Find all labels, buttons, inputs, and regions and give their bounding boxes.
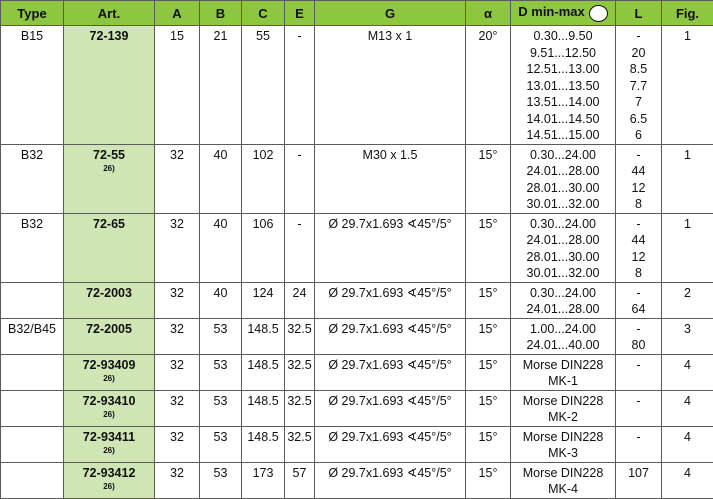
l-value: -	[617, 357, 660, 374]
l-value: 6.5	[617, 111, 660, 128]
diameter-circle-icon	[589, 5, 608, 22]
alpha-cell: 20°	[466, 26, 511, 145]
fig-cell: 4	[662, 462, 713, 498]
b-cell: 40	[200, 282, 242, 318]
table-row	[1, 318, 713, 354]
l-cell	[616, 390, 662, 426]
l-cell	[616, 26, 662, 145]
table-row	[1, 26, 713, 145]
alpha-cell: 15°	[466, 282, 511, 318]
b-cell: 53	[200, 462, 242, 498]
footnote-ref: 26)	[65, 373, 153, 385]
a-cell: 32	[155, 282, 200, 318]
d-range-value: MK-1	[512, 373, 614, 390]
c-cell: 124	[242, 282, 285, 318]
l-value: 80	[617, 337, 660, 354]
fig-cell: 4	[662, 390, 713, 426]
d-range-value: 24.01...40.00	[512, 337, 614, 354]
alpha-cell: 15°	[466, 426, 511, 462]
a-cell: 32	[155, 354, 200, 390]
type-cell	[1, 390, 64, 426]
d-range-value: Morse DIN228	[512, 465, 614, 482]
col-header-type: Type	[1, 1, 64, 26]
l-value: 7	[617, 94, 660, 111]
col-header-alpha: α	[466, 1, 511, 26]
g-cell: Ø 29.7x1.693 ∢45°/5°	[315, 213, 466, 282]
l-value: -	[617, 321, 660, 338]
d-range-value: 24.01...28.00	[512, 301, 614, 318]
d-range-cell	[511, 144, 616, 213]
l-cell	[616, 318, 662, 354]
l-value: 12	[617, 180, 660, 197]
d-range-value: Morse DIN228	[512, 357, 614, 374]
a-cell: 32	[155, 213, 200, 282]
article-number: 72-65	[93, 217, 125, 231]
e-cell: 57	[285, 462, 315, 498]
g-cell: Ø 29.7x1.693 ∢45°/5°	[315, 426, 466, 462]
article-cell	[64, 462, 155, 498]
table-row	[1, 144, 713, 213]
b-cell: 40	[200, 213, 242, 282]
l-value: 107	[617, 465, 660, 482]
d-range-value: 0.30...24.00	[512, 147, 614, 164]
d-range-cell	[511, 318, 616, 354]
table-row	[1, 213, 713, 282]
d-range-cell	[511, 390, 616, 426]
e-cell: -	[285, 144, 315, 213]
a-cell: 32	[155, 390, 200, 426]
col-header-l: L	[616, 1, 662, 26]
d-range-value: 13.01...13.50	[512, 78, 614, 95]
l-value: -	[617, 28, 660, 45]
d-range-cell	[511, 213, 616, 282]
l-value: -	[617, 285, 660, 302]
g-cell: M30 x 1.5	[315, 144, 466, 213]
header-row	[1, 1, 713, 26]
type-cell: B32	[1, 213, 64, 282]
article-cell	[64, 282, 155, 318]
fig-cell: 1	[662, 26, 713, 145]
l-value: -	[617, 393, 660, 410]
b-cell: 53	[200, 426, 242, 462]
d-range-value: Morse DIN228	[512, 393, 614, 410]
c-cell: 148.5	[242, 354, 285, 390]
footnote-ref: 26)	[65, 163, 153, 175]
article-cell	[64, 213, 155, 282]
l-cell	[616, 282, 662, 318]
d-range-value: 28.01...30.00	[512, 180, 614, 197]
g-cell: Ø 29.7x1.693 ∢45°/5°	[315, 354, 466, 390]
article-number: 72-55	[93, 148, 125, 162]
l-value: -	[617, 429, 660, 446]
e-cell: 32.5	[285, 318, 315, 354]
e-cell: 32.5	[285, 390, 315, 426]
c-cell: 148.5	[242, 426, 285, 462]
l-cell	[616, 354, 662, 390]
l-value: 44	[617, 232, 660, 249]
article-cell	[64, 390, 155, 426]
l-cell	[616, 426, 662, 462]
d-range-cell	[511, 282, 616, 318]
type-cell: B15	[1, 26, 64, 145]
article-cell	[64, 26, 155, 145]
e-cell: 32.5	[285, 354, 315, 390]
b-cell: 53	[200, 318, 242, 354]
g-cell: M13 x 1	[315, 26, 466, 145]
b-cell: 53	[200, 390, 242, 426]
d-range-cell	[511, 462, 616, 498]
a-cell: 15	[155, 26, 200, 145]
article-number: 72-139	[90, 29, 129, 43]
d-range-value: 24.01...28.00	[512, 232, 614, 249]
g-cell: Ø 29.7x1.693 ∢45°/5°	[315, 462, 466, 498]
g-cell: Ø 29.7x1.693 ∢45°/5°	[315, 390, 466, 426]
e-cell: -	[285, 26, 315, 145]
l-value: -	[617, 216, 660, 233]
d-range-cell	[511, 354, 616, 390]
d-range-value: 0.30...24.00	[512, 216, 614, 233]
fig-cell: 2	[662, 282, 713, 318]
article-cell	[64, 354, 155, 390]
alpha-cell: 15°	[466, 354, 511, 390]
footnote-ref: 26)	[65, 481, 153, 493]
e-cell: 32.5	[285, 426, 315, 462]
article-number: 72-93411	[83, 430, 135, 444]
alpha-cell: 15°	[466, 318, 511, 354]
c-cell: 173	[242, 462, 285, 498]
b-cell: 21	[200, 26, 242, 145]
d-min-max-label: D min-max	[518, 4, 584, 19]
col-header-a: A	[155, 1, 200, 26]
c-cell: 55	[242, 26, 285, 145]
article-number: 72-2003	[86, 286, 132, 300]
type-cell	[1, 354, 64, 390]
a-cell: 32	[155, 426, 200, 462]
g-cell: Ø 29.7x1.693 ∢45°/5°	[315, 282, 466, 318]
l-cell	[616, 144, 662, 213]
table-row	[1, 282, 713, 318]
d-range-value: 24.01...28.00	[512, 163, 614, 180]
article-number: 72-93409	[83, 358, 136, 372]
alpha-cell: 15°	[466, 144, 511, 213]
d-range-value: 0.30...24.00	[512, 285, 614, 302]
l-value: 7.7	[617, 78, 660, 95]
l-cell	[616, 462, 662, 498]
d-range-value: MK-4	[512, 481, 614, 498]
col-header-fig: Fig.	[662, 1, 713, 26]
fig-cell: 1	[662, 144, 713, 213]
d-range-value: MK-2	[512, 409, 614, 426]
d-range-value: 1.00...24.00	[512, 321, 614, 338]
l-value: 44	[617, 163, 660, 180]
l-value: 8	[617, 196, 660, 213]
l-cell	[616, 213, 662, 282]
l-value: 64	[617, 301, 660, 318]
d-range-value: 30.01...32.00	[512, 196, 614, 213]
footnote-ref: 26)	[65, 409, 153, 421]
type-cell: B32	[1, 144, 64, 213]
c-cell: 148.5	[242, 318, 285, 354]
col-header-art: Art.	[64, 1, 155, 26]
d-range-value: 14.01...14.50	[512, 111, 614, 128]
a-cell: 32	[155, 318, 200, 354]
l-value: 20	[617, 45, 660, 62]
col-header-c: C	[242, 1, 285, 26]
c-cell: 148.5	[242, 390, 285, 426]
d-range-value: MK-3	[512, 445, 614, 462]
e-cell: -	[285, 213, 315, 282]
d-range-value: Morse DIN228	[512, 429, 614, 446]
type-cell	[1, 462, 64, 498]
a-cell: 32	[155, 144, 200, 213]
c-cell: 102	[242, 144, 285, 213]
col-header-d-min-max	[511, 1, 616, 26]
alpha-cell: 15°	[466, 462, 511, 498]
article-number: 72-93412	[83, 466, 136, 480]
article-number: 72-93410	[83, 394, 136, 408]
b-cell: 53	[200, 354, 242, 390]
fig-cell: 1	[662, 213, 713, 282]
type-cell: B32/B45	[1, 318, 64, 354]
col-header-e: E	[285, 1, 315, 26]
table-row	[1, 462, 713, 498]
d-range-value: 28.01...30.00	[512, 249, 614, 266]
alpha-cell: 15°	[466, 390, 511, 426]
col-header-b: B	[200, 1, 242, 26]
c-cell: 106	[242, 213, 285, 282]
fig-cell: 4	[662, 426, 713, 462]
d-range-value: 13.51...14.00	[512, 94, 614, 111]
d-range-value: 14.51...15.00	[512, 127, 614, 144]
d-range-value: 9.51...12.50	[512, 45, 614, 62]
col-header-g: G	[315, 1, 466, 26]
a-cell: 32	[155, 462, 200, 498]
article-cell	[64, 144, 155, 213]
l-value: 8	[617, 265, 660, 282]
d-range-cell	[511, 426, 616, 462]
table-row	[1, 426, 713, 462]
d-range-value: 12.51...13.00	[512, 61, 614, 78]
fig-cell: 3	[662, 318, 713, 354]
type-cell	[1, 282, 64, 318]
g-cell: Ø 29.7x1.693 ∢45°/5°	[315, 318, 466, 354]
article-number: 72-2005	[86, 322, 132, 336]
article-cell	[64, 318, 155, 354]
table-row	[1, 354, 713, 390]
d-range-value: 0.30...9.50	[512, 28, 614, 45]
l-value: 12	[617, 249, 660, 266]
l-value: 8.5	[617, 61, 660, 78]
l-value: 6	[617, 127, 660, 144]
fig-cell: 4	[662, 354, 713, 390]
d-range-cell	[511, 26, 616, 145]
table-row	[1, 390, 713, 426]
b-cell: 40	[200, 144, 242, 213]
e-cell: 24	[285, 282, 315, 318]
article-cell	[64, 426, 155, 462]
footnote-ref: 26)	[65, 445, 153, 457]
d-range-value: 30.01...32.00	[512, 265, 614, 282]
type-cell	[1, 426, 64, 462]
alpha-cell: 15°	[466, 213, 511, 282]
l-value: -	[617, 147, 660, 164]
